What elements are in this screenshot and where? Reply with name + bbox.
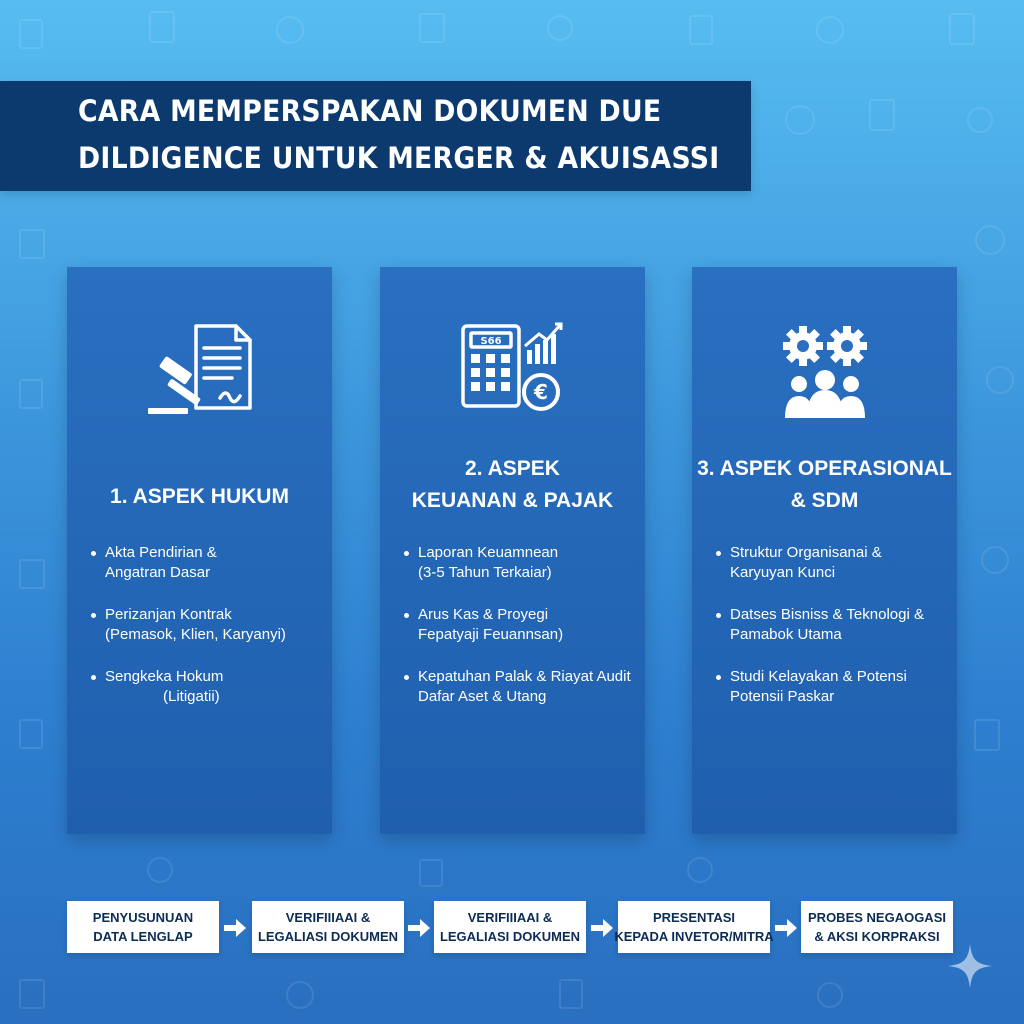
arrow-right-icon	[224, 918, 246, 938]
arrow-right-icon	[591, 918, 613, 938]
card-legal-aspect	[67, 267, 332, 834]
list-item: Akta Pendirian & Angatran Dasar	[89, 543, 324, 583]
calculator-chart-euro-icon	[453, 322, 573, 422]
page-title-line-1: CARA MEMPERSPAKAN DOKUMEN DUE	[78, 94, 662, 128]
bullet-list	[89, 543, 324, 729]
calculator-display: S66	[479, 336, 502, 347]
process-step-1: PENYUSUNUAN DATA LENGLAP	[67, 901, 219, 953]
list-item: Datses Bisniss & Teknologi & Pamabok Utama	[714, 605, 949, 645]
list-item: Perizanjan Kontrak (Pemasok, Klien, Karyanyi)	[89, 605, 324, 645]
arrow-right-icon	[408, 918, 430, 938]
card-operations-hr-aspect	[692, 267, 957, 834]
bullet-list	[714, 543, 949, 729]
list-item: Arus Kas & Proyegi Fepatyaji Feuannsan)	[402, 605, 637, 645]
list-item: Struktur Organisanai & Karyuyan Kunci	[714, 543, 949, 583]
card-title: 2. ASPEK KEUANAN & PAJAK	[411, 457, 614, 512]
process-step-3: VERIFIIIAAI & LEGALIASI DOKUMEN	[434, 901, 586, 953]
process-step-5: PROBES NEGAOGASI & AKSI KORPRAKSI	[801, 901, 953, 953]
process-step-2: VERIFIIIAAI & LEGALIASI DOKUMEN	[252, 901, 404, 953]
gears-team-icon	[765, 322, 885, 422]
svg-text:€: €	[533, 380, 548, 404]
card-finance-tax-aspect	[380, 267, 645, 834]
page-title-line-2: DILDIGENCE UNTUK MERGER & AKUISASSI	[78, 141, 720, 175]
card-title: 3. ASPEK OPERASIONAL & SDM	[697, 457, 952, 512]
list-item: Laporan Keuamnean (3-5 Tahun Terkaiar)	[402, 543, 637, 583]
arrow-right-icon	[775, 918, 797, 938]
list-item: Sengkeka Hokum (Litigatii)	[89, 667, 324, 707]
sparkle-icon	[946, 942, 994, 990]
list-item: Studi Kelayakan & Potensi Potensii Paskar	[714, 667, 949, 707]
list-item: Kepatuhan Palak & Riayat Audit Dafar Aset & Utang	[402, 667, 637, 707]
gavel-document-icon	[140, 322, 260, 422]
card-title: 1. ASPEK HUKUM	[110, 485, 289, 508]
process-step-4: PRESENTASI KEPADA INVETOR/MITRA	[618, 901, 770, 953]
bullet-list	[402, 543, 637, 729]
